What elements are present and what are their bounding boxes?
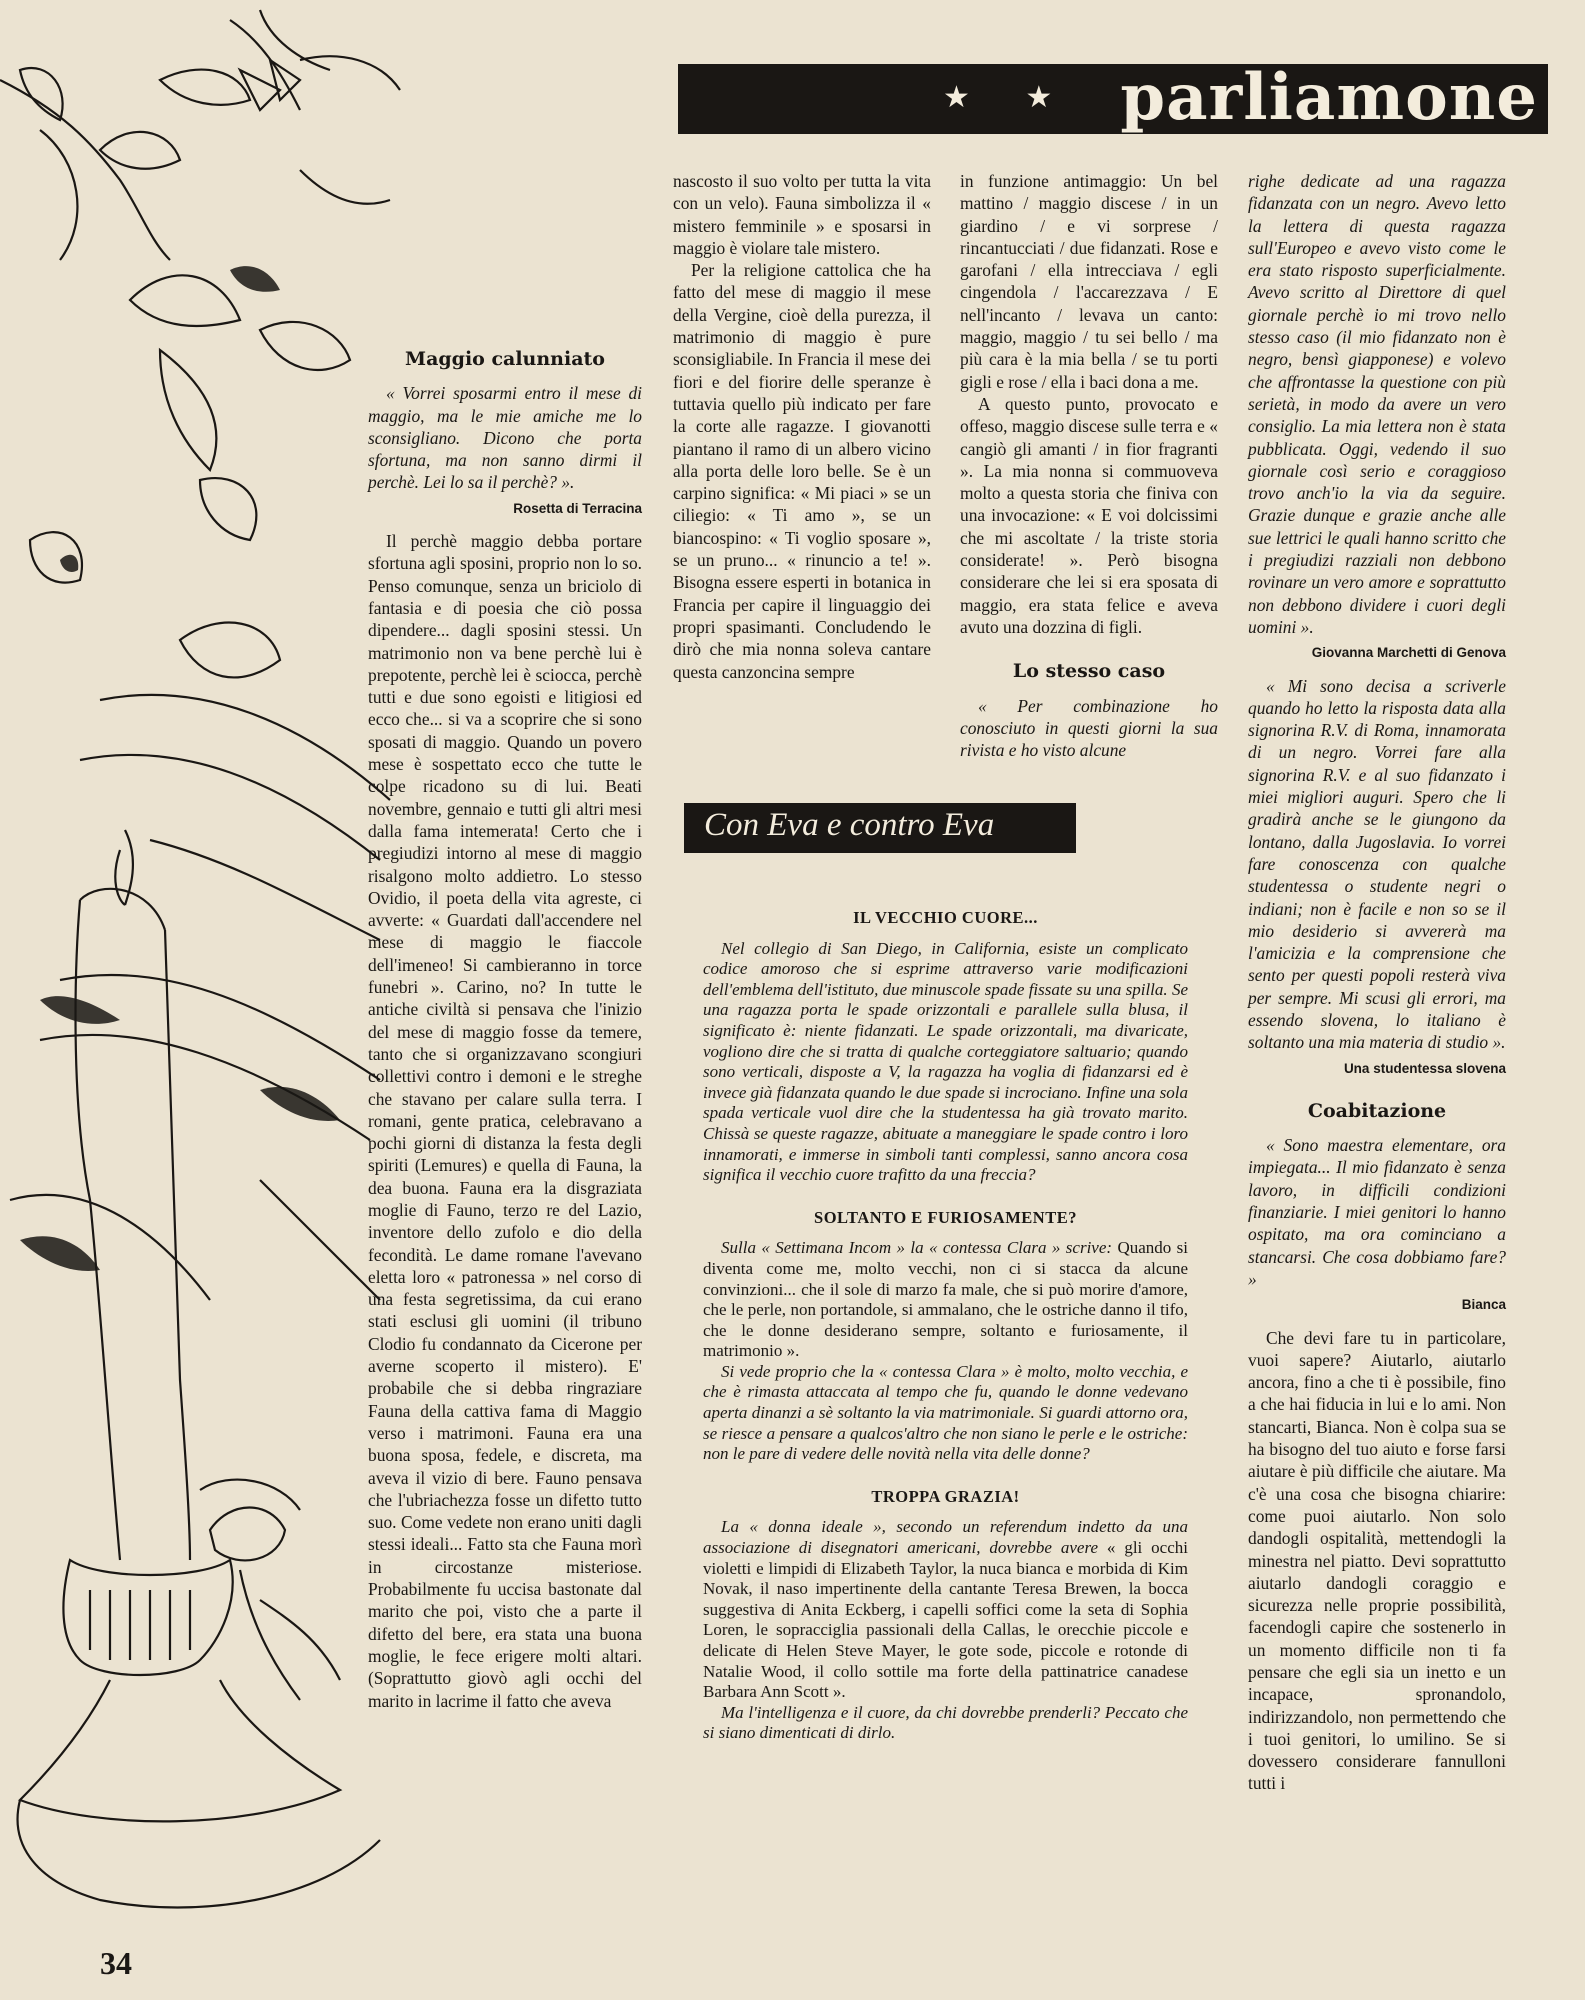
paragraph: A questo punto, provocato e offeso, maggio discese sulle terra e « cangiò gli amanti / in fior fragranti ». La mia nonna si commuoveva molto a questa storia che finiva con una invocazione: « E voi dolcissimi che mi ascoltate / la triste storia considerate! ». Però bisogna considerare che lei si era sposata di maggio, era stata felice e aveva avuto una dozzina di figli. [960, 393, 1218, 637]
reader-letter: « Mi sono decisa a scriverle quando ho letto la risposta data alla signorina R.V. di Roma, innamorata di un negro. Vorrei fare alla signorina R.V. e al suo fidanzato i miei migliori auguri. Spero che li gradirà anche se le giungono da lontano, dalla Jugoslavia. Io vorrei fare conoscenza con qualche studentessa o studente negri o indiani; non è facile e non so se il mio desiderio si avvererà ma l'amicizia e la comprensione che sento per questi popoli resterà viva per sempre. Mi scusi gli errori, ma essendo slovena, lo italiano è soltanto una mia materia di studio ». [1248, 675, 1506, 1053]
reader-letter: « Vorrei sposarmi entro il mese di maggio, ma le mie amiche me lo sconsigliano. Dicono che porta sfortuna, ma non sanno dirmi il perchè. Lei lo sa il perchè? ». [368, 383, 642, 493]
subsection-heading: SOLTANTO E FURIOSAMENTE? [814, 1207, 1077, 1227]
candle-butterfly-drawing [0, 0, 410, 2000]
decorative-illustration [0, 0, 410, 2000]
article-heading: Maggio calunniato [405, 348, 605, 370]
quote-intro: La « donna ideale », secondo un referendum indetto da una associazione di disegnatori americani, dovrebbe avere [703, 1517, 1188, 1558]
subsection-heading: TROPPA GRAZIA! [871, 1486, 1020, 1506]
editor-reply: Il perchè maggio debba portare sfortuna agli sposini, proprio non lo so. Penso comunque, senza un briciolo di fantasia e di poesia che ciò possa dipendere... dagli sposini stessi. Un matrimonio non va bene perchè lui è prepotente, perchè lei è sciocca, perchè tutti e due sono egoisti e litigiosi ed ecco che... si va a scoprire che si sono sposati di maggio. Quando un povero mese è sospettato ecco che tutte le colpe ricadono su di lui. Beati novembre, gennaio e tutti gli altri mesi dalla fama intemerata! Certo che i pregiudizi intorno al mese di maggio risalgono molto addietro. Lo stesso Ovidio, il poeta della vita agreste, ci avverte: « Guardati dall'accendere nel mese di maggio le fiaccole dell'imeneo! Si cambieranno in torce funebri ». Carino, no? In tutte le antiche civiltà si pensava che l'inizio del mese di maggio fosse da temere, tanto che si organizzavano scongiuri collettivi contro i demoni e le streghe che stavano per calare sulla terra. I romani, gente pratica, celebravano a pochi giorni di distanza la festa degli spiriti (Lemures) e quella di Fauna, la dea buona. Fauna era la disgraziata moglie di Fauno, terzo re del Lazio, inventore dello zufolo e dio della fecondità. Le dame romane l'avevano eletta loro « patronessa » nel corso di una festa segretissima, da cui erano stati esclusi gli uomini (il tribuno Clodio fu condannato da Cicerone per averne scoperto il mistero). E' probabile che si debba ringraziare Fauna della cattiva fama di Maggio verso i matrimoni. Fauna era una buona sposa, fedele, e discreta, ma aveva il vizio di bere. Fauno pensava che l'ubriachezza fosse un difetto tutto suo. Come vedete non erano uniti dagli stessi ideali... Fatto sta che Fauna morì in circostanze misteriose. Probabilmente fu uccisa bastonate dal marito che poi, visto che a parte il difetto del bere, era stata una buona moglie, le fece erigere molti altari. (Soprattutto giovò agli occhi del marito in lacrime il fatto che aveva [368, 531, 642, 1711]
article-heading: Coabitazione [1307, 1099, 1447, 1122]
column-3 [960, 170, 1218, 761]
paragraph: Ma l'intelligenza e il cuore, da chi dovrebbe prenderli? Peccato che si siano dimenticati di dirlo. [703, 1702, 1188, 1743]
subsection-heading: IL VECCHIO CUORE... [853, 908, 1038, 927]
paragraph: Si vede proprio che la « contessa Clara » è molto, molto vecchia, e che è rimasta attaccata al tempo che fu, quando le donne vedevano aperta dinanzi a sè soltanto la via matrimoniale. Si guardi attorno ora, se riesce a pensare a qualcos'altro che non siano le perle e le ostriche: non le pare di vedere delle novità nella vita delle donne? [703, 1361, 1188, 1464]
paragraph: Nel collegio di San Diego, in California, esiste un complicato codice amoroso che si esprime attraverso varie modificazioni dell'emblema dell'istituto, due minuscole spade fissate su una spilla. Se una ragazza porta le spade orizzontali e parallele sulla blusa, il significato è: niente fidanzati. Le spade orizzontali, ma divaricate, vogliono dire che si tratta di qualche corteggiatore saltuario; quando sono verticali, disposte a V, la ragazza ha voglia di fidanzarsi ed è invece già fidanzata quando le due spade si incrociano. Infine una sola spada verticale vuol dire che la studentessa ha già trovato marito. Chissà se queste ragazze, abituate a maneggiare le spade contro i loro innamorati, e immerse in simboli tanti complessi, sanno ancora cosa significa il vecchio cuore trafitto da una freccia? [703, 938, 1188, 1185]
letter-signature: Bianca [1461, 1297, 1506, 1313]
article-heading: Lo stesso caso [1012, 660, 1166, 683]
page-number: 34 [100, 1945, 132, 1981]
column-2 [673, 170, 931, 683]
letter-signature: Giovanna Marchetti di Genova [1311, 645, 1506, 661]
header-banner [678, 60, 1548, 135]
star-icons: ★ ★ [943, 81, 1077, 114]
editor-reply: Che devi fare tu in particolare, vuoi sapere? Aiutarlo, aiutarlo ancora, fino a che ti è possibile, fino a che hai fiducia in lui e lo ami. Non stancarti, Bianca. Non è colpa sua se ha bisogno del tuo aiuto e forse farsi aiutare è più difficile che aiutare. Ma c'è una cosa che bisogna chiarire: come puoi aiutarlo. Non solo dandogli ospitalità, mettendogli la minestra nel piatto. Devi soprattutto aiutarlo dandogli coraggio e sicurezza nelle proprie possibilità, facendogli capire che sostenerlo in un momento difficile non ti fa pensare che egli sia un inetto e un incapace, spronandolo, indirizzandolo, non permettendo che i tuoi genitori, lo umilino. Se si dovessero considerare fannulloni tutti i [1248, 1327, 1506, 1794]
paragraph [703, 1517, 1188, 1702]
paragraph: in funzione antimaggio: Un bel mattino / maggio discese / in un giardino / e vi sorprese / rincantucciati / due fidanzati. Rose e garofani / ella intrecciava / egli cingendola / l'accarezzava / E nell'incanto / levava un canto: maggio, maggio / tu sei bello / ma più cara è la mia bella / se tu porti gigli e rose / ella i baci dona a me. [960, 171, 1218, 392]
quote-text: Quando si diventa come me, molto vecchi, non ci si stacca da alcune convinzioni... che il sole di marzo fa male, che si può morire d'amore, che le perle, non portandole, si ammalano, che le ostriche danno il tifo, che le donne desiderano sempre, soltanto e furiosamente, il matrimonio ». [703, 1238, 1188, 1361]
letter-signature: Rosetta di Terracina [513, 500, 642, 516]
letter-signature: Una studentessa slovena [1343, 1060, 1506, 1076]
column-4 [1248, 170, 1506, 1795]
section-box [684, 803, 1076, 853]
paragraph: nascosto il suo volto per tutta la vita con un velo). Fauna simbolizza il « mistero femminile » e sposarsi in maggio è violare tale mistero. [673, 171, 931, 258]
quote-intro: Sulla « Settimana Incom » la « contessa Clara » scrive: [721, 1238, 1113, 1258]
reader-letter: « Sono maestra elementare, ora impiegata... Il mio fidanzato è senza lavoro, in difficili condizioni finanziarie. I miei genitori lo hanno ospitato, ma ora cominciano a stancarsi. Che cosa dobbiamo fare? » [1248, 1135, 1506, 1289]
quote-text: « gli occhi violetti e limpidi di Elizabeth Taylor, la nuca bianca e morbida di Kim Novak, il naso impertinente della cantante Teresa Brewen, la bocca suggestiva di Anita Eckberg, i capelli soffici come la seta di Sophia Loren, le sopracciglia passionali della Callas, le orecchie piccole e delicate di Helen Steve Mayer, le gote sode, piccole e rotonde di Natalie Wood, il collo sottile ma forte della pattinatrice canadese Barbara Ann Scott ». [703, 1538, 1188, 1702]
section-box-title: Con Eva e contro Eva [704, 807, 995, 843]
column-1 [368, 340, 642, 1712]
eva-section [703, 898, 1188, 1744]
section-title: parliamone [1120, 60, 1538, 135]
paragraph [703, 1238, 1188, 1362]
reader-letter: righe dedicate ad una ragazza fidanzata con un negro. Avevo letto la lettera di questa ragazza sull'Europeo e avevo visto come le era stato risposto superficialmente. Avevo scritto al Direttore di quel giornale perchè io mi trovo nello stesso caso (il mio fidanzato non è negro, bensì giapponese) e volevo che affrontasse la questione con più serietà, in modo da avere un vero consiglio. La mia lettera non è stata pubblicata. Oggi, vedendo il suo giornale così serio e coraggioso trovo anch'io la via da seguire. Grazie dunque e grazie anche alle sue lettrici le quali hanno scritto che i pregiudizi razziali non debbono rovinare un vero amore e soprattutto non debbono dividere i cuori degli uomini ». [1248, 171, 1506, 637]
reader-letter: « Per combinazione ho conosciuto in questi giorni la sua rivista e ho visto alcune [960, 695, 1218, 761]
paragraph: Per la religione cattolica che ha fatto del mese di maggio il mese della Vergine, cioè della purezza, il matrimonio di maggio è pure sconsigliabile. In Francia il mese dei fiori e del fiorire delle speranze è tuttavia quello più indicato per fare la corte alle ragazze. I giovanotti piantano il ramo di un albero vicino alla porta delle loro belle. Se è un carpino significa: « Mi piaci » se un ciliegio: « Ti amo », se un biancospino: « Ti voglio sposare », se un pruno... « rinuncio a te! ». Bisogna essere esperti in botanica in Francia per capire il linguaggio dei propri spasimanti. Concludendo le dirò che mia nonna soleva cantare questa canzoncina sempre [673, 260, 931, 682]
